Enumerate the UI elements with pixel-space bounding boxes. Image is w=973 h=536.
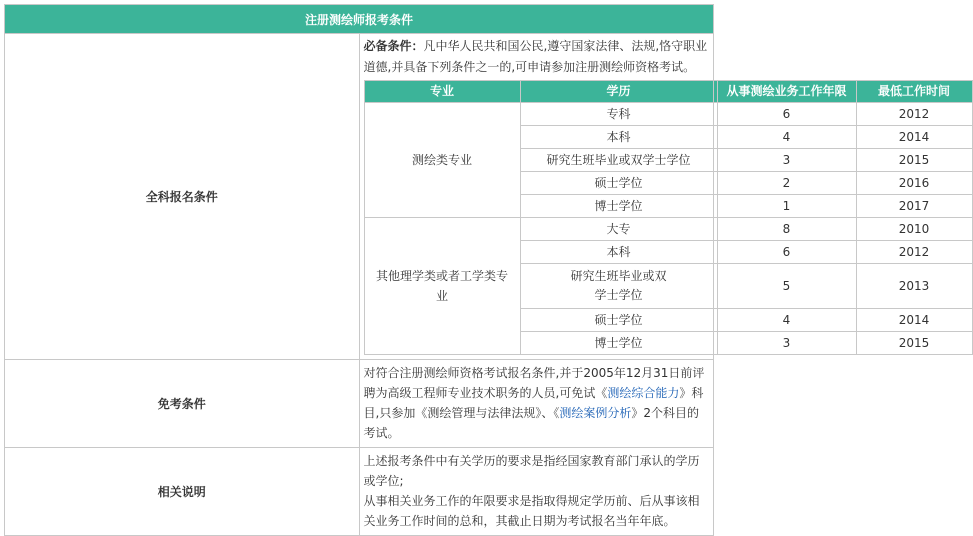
exemption-text-2: 》科目,只参加《测绘管理与法律法规》、《 (363, 386, 704, 420)
min-time-cell: 2015 (856, 149, 972, 172)
degree-cell: 硕士学位 (520, 309, 717, 332)
min-time-cell: 2014 (856, 126, 972, 149)
notes-content (359, 448, 714, 536)
degree-cell: 博士学位 (520, 332, 717, 355)
table-title: 注册测绘师报考条件 (5, 5, 714, 34)
degree-cell: 大专 (520, 218, 717, 241)
min-time-cell: 2015 (856, 332, 972, 355)
requirement-paragraph (364, 36, 710, 78)
notes-line-1: 上述报考条件中有关学历的要求是指经国家教育部门承认的学历或学位; (363, 454, 700, 488)
min-time-cell: 2010 (856, 218, 972, 241)
degree-cell: 博士学位 (520, 195, 717, 218)
link-comprehensive-ability[interactable]: 测绘综合能力 (607, 386, 680, 400)
years-cell: 2 (717, 172, 856, 195)
degree-cell: 本科 (520, 126, 717, 149)
exemption-text-3: 》2个科目的考试。 (363, 406, 699, 440)
degree-cell: 本科 (520, 241, 717, 264)
header-major: 专业 (364, 81, 520, 103)
exemption-text-1: 对符合注册测绘师资格考试报名条件,并于2005年12月31日前评聘为高级工程师专业技术职务的人员,可免试《 (363, 366, 705, 400)
degree-cell: 研究生班毕业或双学士学位 (520, 149, 717, 172)
table-row (364, 218, 972, 241)
min-time-cell: 2012 (856, 241, 972, 264)
requirement-prefix: 必备条件： (363, 39, 424, 53)
degree-cell: 硕士学位 (520, 172, 717, 195)
major-surveying: 测绘类专业 (364, 103, 520, 218)
major-other-science-engineering: 其他理学类或者工学类专业 (364, 218, 520, 355)
notes-line-2: 从事相关业务工作的年限要求是指取得规定学历前、后从事该相关业务工作时间的总和，其截止日期为考试报名当年年底。 (363, 494, 700, 528)
all-subjects-label: 全科报名条件 (5, 34, 360, 360)
years-cell: 5 (717, 264, 856, 309)
min-time-cell: 2012 (856, 103, 972, 126)
years-cell: 3 (717, 332, 856, 355)
years-cell: 6 (717, 241, 856, 264)
requirements-header-row (364, 81, 972, 103)
exam-conditions-table (4, 4, 950, 536)
table-row (364, 103, 972, 126)
years-cell: 4 (717, 126, 856, 149)
header-degree: 学历 (520, 81, 717, 103)
link-case-analysis[interactable]: 测绘案例分析 (559, 406, 632, 420)
degree-cell: 研究生班毕业或双学士学位 (520, 264, 717, 309)
years-cell: 3 (717, 149, 856, 172)
min-time-cell: 2014 (856, 309, 972, 332)
all-subjects-content (359, 34, 950, 360)
exemption-content (359, 360, 714, 448)
requirements-table (364, 80, 973, 355)
exemption-label: 免考条件 (5, 360, 360, 448)
years-cell: 1 (717, 195, 856, 218)
years-cell: 8 (717, 218, 856, 241)
requirement-text: 凡中华人民共和国公民,遵守国家法律、法规,恪守职业道德,并具备下列条件之一的,可申请参加注册测绘师资格考试。 (363, 39, 708, 74)
min-time-cell: 2013 (856, 264, 972, 309)
min-time-cell: 2016 (856, 172, 972, 195)
years-cell: 6 (717, 103, 856, 126)
degree-cell: 专科 (520, 103, 717, 126)
years-cell: 4 (717, 309, 856, 332)
header-years: 从事测绘业务工作年限 (717, 81, 856, 103)
header-min-time: 最低工作时间 (856, 81, 972, 103)
notes-label: 相关说明 (5, 448, 360, 536)
min-time-cell: 2017 (856, 195, 972, 218)
